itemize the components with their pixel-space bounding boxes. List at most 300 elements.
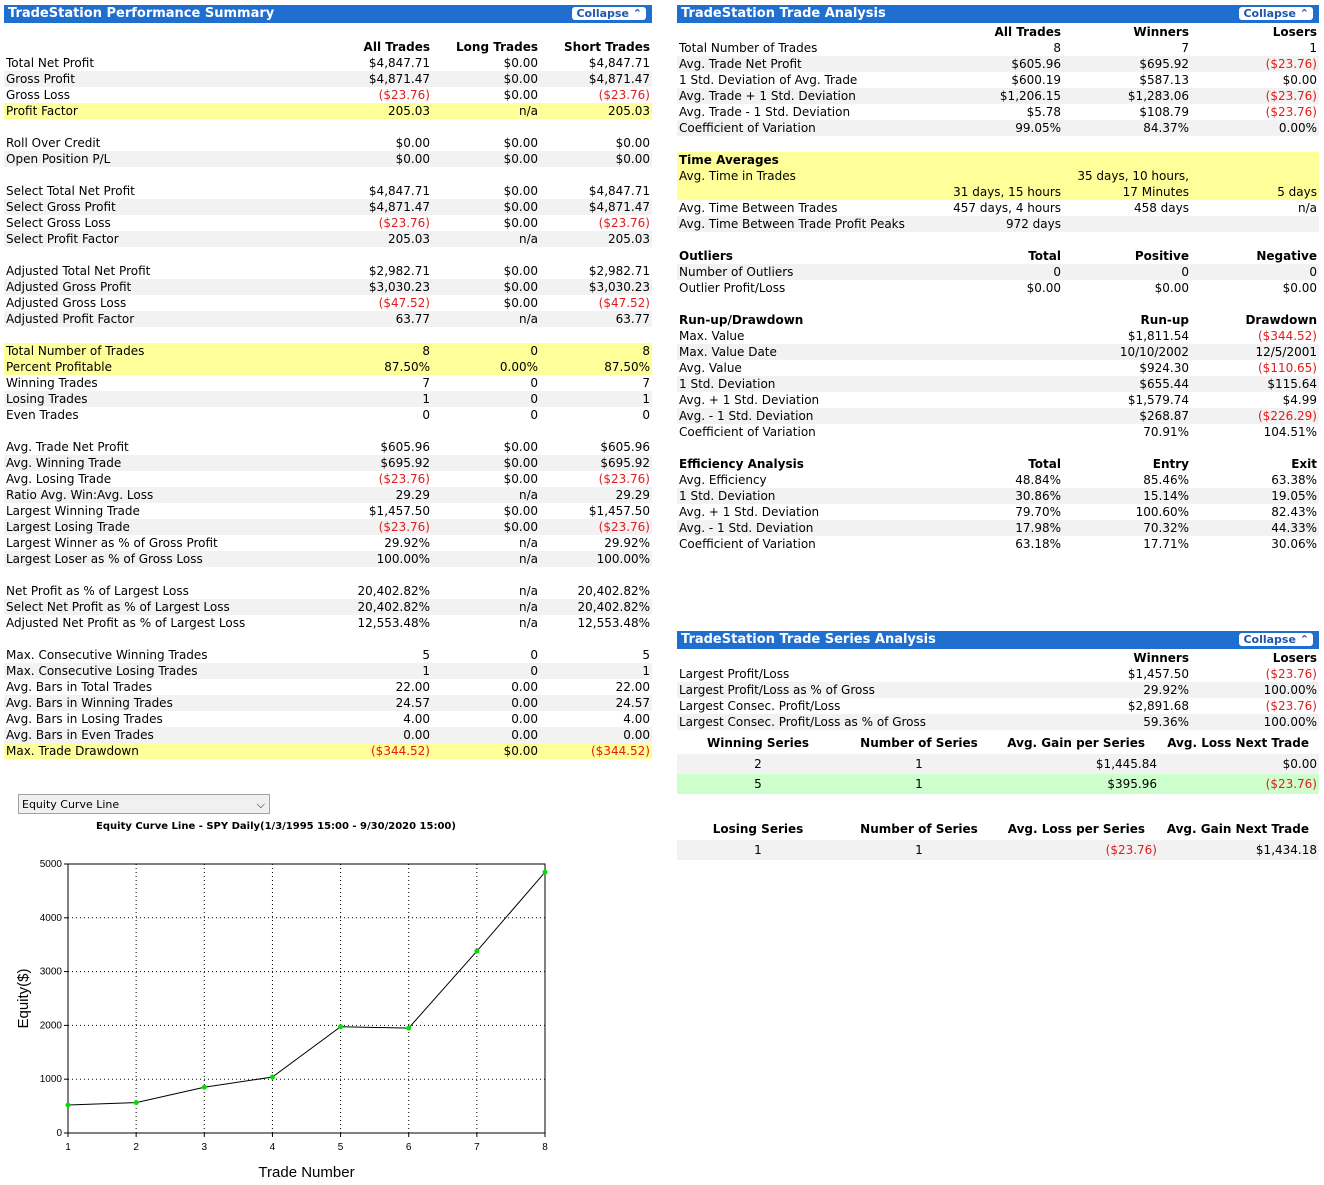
column-header: Short Trades — [563, 40, 650, 54]
cell-value: 0.00% — [499, 360, 538, 374]
cell-value: $2,891.68 — [1127, 699, 1189, 713]
table-row — [4, 87, 652, 103]
cell-value: ($23.76) — [378, 520, 430, 534]
spacer — [4, 167, 652, 183]
cell-value: 0 — [1053, 265, 1061, 279]
table-row — [4, 71, 652, 87]
y-tick-label: 3000 — [39, 966, 62, 978]
y-axis-label: Equity($) — [15, 968, 32, 1029]
spacer — [4, 631, 652, 647]
cell-value: Winners — [1133, 651, 1189, 665]
cell-value: Entry — [1152, 457, 1189, 471]
table-row — [4, 583, 652, 599]
trade-series-panel — [677, 631, 1319, 860]
cell-value: 63.77 — [395, 312, 430, 326]
cell-value: $4,847.71 — [588, 184, 650, 198]
cell-value: 972 days — [1005, 217, 1061, 231]
trade-series-title: TradeStation Trade Series Analysis — [681, 632, 936, 647]
cell-value: $0.00 — [503, 440, 538, 454]
row-label: Number of Outliers — [679, 265, 794, 279]
cell-value: 100.00% — [1263, 683, 1317, 697]
table-row — [4, 135, 652, 151]
cell-value: Losers — [1272, 25, 1317, 39]
row-label: Coefficient of Variation — [679, 537, 816, 551]
collapse-button[interactable]: Collapse ⌃ — [1239, 633, 1313, 646]
table-row — [4, 727, 652, 743]
cell-value: $4,871.47 — [588, 200, 650, 214]
cell-value: $0.00 — [1026, 281, 1061, 295]
row-label: Coefficient of Variation — [679, 425, 816, 439]
cell-value: 12/5/2001 — [1255, 345, 1317, 359]
column-header: All Trades — [363, 40, 430, 54]
cell-value: 99.05% — [1015, 121, 1061, 135]
row-label: Largest Loser as % of Gross Loss — [6, 552, 203, 566]
row-label: Open Position P/L — [6, 152, 111, 166]
x-tick-label: 7 — [474, 1142, 480, 1153]
table-row — [677, 774, 1319, 794]
row-label: Outlier Profit/Loss — [679, 281, 786, 295]
cell-value: ($23.76) — [1265, 105, 1317, 119]
cell-value: $0.00 — [503, 472, 538, 486]
row-label: Select Gross Profit — [6, 200, 116, 214]
cell-value: ($344.52) — [1258, 329, 1317, 343]
cell-value: ($23.76) — [1265, 699, 1317, 713]
row-label: Avg. Value — [679, 361, 742, 375]
cell-value: 35 days, 10 hours, — [1077, 169, 1189, 183]
row-label: Total Net Profit — [6, 56, 95, 70]
cell-value: 63.77 — [615, 312, 650, 326]
column-header-row — [4, 39, 652, 55]
row-label: Avg. + 1 Std. Deviation — [679, 393, 820, 407]
table-row — [677, 312, 1319, 328]
cell-value: ($23.76) — [1265, 777, 1317, 791]
cell-value: $0.00 — [395, 136, 430, 150]
row-label: Avg. Time in Trades — [679, 169, 796, 183]
trade-series-table — [677, 650, 1319, 860]
cell-value: 0 — [422, 408, 430, 422]
cell-value: 0.00 — [511, 728, 538, 742]
cell-value: $0.00 — [503, 296, 538, 310]
row-label: 1 Std. Deviation — [679, 489, 776, 503]
performance-summary-title: TradeStation Performance Summary — [8, 6, 275, 21]
x-tick-label: 5 — [337, 1142, 344, 1153]
table-row — [677, 392, 1319, 408]
cell-value: $1,445.84 — [1095, 757, 1157, 771]
cell-value: 0 — [530, 392, 538, 406]
cell-value: $0.00 — [503, 216, 538, 230]
table-row — [4, 55, 652, 71]
row-label: Total Number of Trades — [679, 41, 818, 55]
row-label: Max. Value — [679, 329, 745, 343]
cell-value: 0.00 — [403, 728, 430, 742]
cell-value: ($47.52) — [598, 296, 650, 310]
cell-value: $1,457.50 — [368, 504, 430, 518]
row-label: Select Profit Factor — [6, 232, 119, 246]
cell-value: n/a — [518, 104, 538, 118]
cell-value: 458 days — [1133, 201, 1189, 215]
table-row — [4, 695, 652, 711]
cell-value: 20,402.82% — [357, 584, 430, 598]
table-row — [4, 471, 652, 487]
row-label: Avg. Trade Net Profit — [679, 57, 802, 71]
cell-value: $0.00 — [503, 88, 538, 102]
row-label: Select Gross Loss — [6, 216, 111, 230]
data-point — [474, 949, 479, 954]
cell-value: ($23.76) — [598, 88, 650, 102]
row-label: Largest Profit/Loss as % of Gross — [679, 683, 875, 697]
cell-value: $0.00 — [615, 152, 650, 166]
table-row — [677, 56, 1319, 72]
cell-value: 5 — [642, 648, 650, 662]
row-label: 1 Std. Deviation — [679, 377, 776, 391]
row-label: Losing Trades — [6, 392, 88, 406]
row-label: 1 Std. Deviation of Avg. Trade — [679, 73, 858, 87]
row-label: Avg. Winning Trade — [6, 456, 122, 470]
chevron-up-icon: ⌃ — [1299, 7, 1309, 20]
cell-value: 0.00 — [623, 728, 650, 742]
cell-value: 17.71% — [1143, 537, 1189, 551]
cell-value: 0 — [1309, 265, 1317, 279]
x-tick-label: 4 — [269, 1142, 276, 1153]
performance-summary-header — [4, 5, 652, 23]
section-title-row — [677, 152, 1319, 168]
cell-value: 0.00 — [511, 712, 538, 726]
cell-value: ($23.76) — [378, 216, 430, 230]
row-label: Adjusted Total Net Profit — [6, 264, 151, 278]
table-row — [4, 103, 652, 119]
cell-value: n/a — [518, 600, 538, 614]
cell-value: $268.87 — [1139, 409, 1189, 423]
cell-value: $0.00 — [1282, 73, 1317, 87]
table-row — [677, 344, 1319, 360]
cell-value: 7 — [422, 376, 430, 390]
table-row — [4, 151, 652, 167]
row-label: Outliers — [679, 249, 733, 263]
table-row — [677, 104, 1319, 120]
cell-value: Positive — [1134, 249, 1189, 263]
cell-value: $0.00 — [503, 56, 538, 70]
table-row — [677, 200, 1319, 216]
table-row — [677, 328, 1319, 344]
cell-value: $0.00 — [503, 520, 538, 534]
cell-value: $4,871.47 — [368, 200, 430, 214]
column-header-row — [677, 24, 1319, 40]
cell-value: 70.32% — [1143, 521, 1189, 535]
cell-value: 29.29 — [395, 488, 430, 502]
row-label: Avg. Efficiency — [679, 473, 767, 487]
cell-value: 1 — [915, 757, 923, 771]
cell-value: 24.57 — [395, 696, 430, 710]
cell-value: 0 — [642, 408, 650, 422]
cell-value: $108.79 — [1139, 105, 1189, 119]
row-label: Total Number of Trades — [6, 344, 145, 358]
cell-value: $0.00 — [503, 744, 538, 758]
spacer — [4, 119, 652, 135]
table-row — [4, 711, 652, 727]
row-label: Avg. Bars in Even Trades — [6, 728, 154, 742]
table-row — [677, 650, 1319, 666]
row-label: Avg. Trade Net Profit — [6, 440, 129, 454]
cell-value: n/a — [518, 616, 538, 630]
cell-value: 100.00% — [596, 552, 650, 566]
y-tick-label: 0 — [56, 1128, 62, 1139]
cell-value: 29.92% — [1143, 683, 1189, 697]
table-row — [4, 679, 652, 695]
cell-value: $0.00 — [503, 280, 538, 294]
data-point — [543, 870, 548, 875]
cell-value: 205.03 — [608, 104, 650, 118]
spacer — [4, 327, 652, 343]
cell-value: $0.00 — [503, 456, 538, 470]
cell-value: 29.92% — [604, 536, 650, 550]
cell-value: 1 — [422, 392, 430, 406]
table-row — [4, 295, 652, 311]
table-row — [4, 359, 652, 375]
table-row — [677, 698, 1319, 714]
table-row — [4, 407, 652, 423]
row-label: Avg. Bars in Total Trades — [6, 680, 153, 694]
row-label: Profit Factor — [6, 104, 78, 118]
cell-value: ($110.65) — [1258, 361, 1317, 375]
column-header: Losing Series — [712, 822, 804, 836]
data-point — [66, 1103, 71, 1108]
spacer — [677, 440, 1319, 456]
cell-value: ($344.52) — [371, 744, 430, 758]
cell-value: 70.91% — [1143, 425, 1189, 439]
x-axis-label: Trade Number — [258, 1164, 355, 1181]
cell-value: 17.98% — [1015, 521, 1061, 535]
cell-value: 48.84% — [1015, 473, 1061, 487]
cell-value: $0.00 — [503, 184, 538, 198]
cell-value: 8 — [642, 344, 650, 358]
cell-value: ($23.76) — [1265, 667, 1317, 681]
table-row — [677, 754, 1319, 774]
row-label: Coefficient of Variation — [679, 121, 816, 135]
cell-value: 22.00 — [615, 680, 650, 694]
cell-value: 79.70% — [1015, 505, 1061, 519]
row-label: Run-up/Drawdown — [679, 313, 804, 327]
cell-value: $4,871.47 — [368, 72, 430, 86]
cell-value: n/a — [1297, 201, 1317, 215]
data-point — [202, 1085, 207, 1090]
cell-value: $587.13 — [1139, 73, 1189, 87]
cell-value: $1,283.06 — [1127, 89, 1189, 103]
cell-value: ($344.52) — [591, 744, 650, 758]
row-label: Select Net Profit as % of Largest Loss — [6, 600, 230, 614]
row-label: Avg. + 1 Std. Deviation — [679, 505, 820, 519]
cell-value: 0.00% — [1278, 121, 1317, 135]
cell-value: 0.00 — [511, 696, 538, 710]
table-row — [677, 376, 1319, 392]
cell-value: n/a — [518, 536, 538, 550]
row-label: Even Trades — [6, 408, 79, 422]
cell-value: $0.00 — [615, 136, 650, 150]
cell-value: n/a — [518, 584, 538, 598]
cell-value: ($47.52) — [378, 296, 430, 310]
cell-value: ($23.76) — [1265, 57, 1317, 71]
cell-value: ($23.76) — [378, 88, 430, 102]
row-label: Largest Winning Trade — [6, 504, 140, 518]
collapse-button[interactable]: Collapse ⌃ — [572, 7, 646, 20]
performance-summary-panel — [4, 5, 652, 759]
row-label: Largest Consec. Profit/Loss — [679, 699, 841, 713]
cell-value: 4.00 — [403, 712, 430, 726]
row-label: Avg. Trade + 1 Std. Deviation — [679, 89, 856, 103]
column-header: Long Trades — [456, 40, 538, 54]
cell-value: Losers — [1272, 651, 1317, 665]
cell-value: 100.00% — [1263, 715, 1317, 729]
x-tick-label: 3 — [201, 1142, 208, 1153]
equity-curve-chart — [0, 830, 560, 1185]
cell-value: 87.50% — [384, 360, 430, 374]
cell-value: 0 — [530, 344, 538, 358]
cell-value: $0.00 — [503, 264, 538, 278]
cell-value: 12,553.48% — [577, 616, 650, 630]
cell-value: ($23.76) — [378, 472, 430, 486]
trade-analysis-table — [677, 24, 1319, 552]
y-tick-label: 2000 — [39, 1020, 62, 1032]
cell-value: 84.37% — [1143, 121, 1189, 135]
cell-value: 20,402.82% — [577, 600, 650, 614]
row-label: Avg. Time Between Trade Profit Peaks — [679, 217, 905, 231]
y-tick-label: 5000 — [39, 859, 62, 870]
chart-title: Equity Curve Line - SPY Daily(1/3/1995 15:00 - 9/30/2020 15:00) — [96, 821, 456, 832]
table-row — [4, 663, 652, 679]
cell-value: 205.03 — [388, 104, 430, 118]
trade-series-header — [677, 631, 1319, 649]
cell-value: 12,553.48% — [357, 616, 430, 630]
cell-value: 19.05% — [1271, 489, 1317, 503]
row-label: Avg. Bars in Losing Trades — [6, 712, 163, 726]
table-row — [677, 72, 1319, 88]
data-point — [406, 1026, 411, 1031]
cell-value: $695.92 — [380, 456, 430, 470]
row-label: Net Profit as % of Largest Loss — [6, 584, 189, 598]
row-label: Avg. Losing Trade — [6, 472, 112, 486]
table-row — [4, 455, 652, 471]
cell-value: ($23.76) — [598, 216, 650, 230]
cell-value: $5.78 — [1026, 105, 1061, 119]
cell-value: 457 days, 4 hours — [953, 201, 1061, 215]
table-row — [4, 503, 652, 519]
row-label: Ratio Avg. Win:Avg. Loss — [6, 488, 154, 502]
table-row — [677, 520, 1319, 536]
cell-value: ($226.29) — [1258, 409, 1317, 423]
cell-value: 82.43% — [1271, 505, 1317, 519]
column-header: Avg. Gain Next Trade — [1166, 822, 1309, 836]
row-label: Gross Profit — [6, 72, 75, 86]
row-label: Adjusted Net Profit as % of Largest Loss — [6, 616, 246, 630]
chevron-up-icon: ⌃ — [632, 7, 642, 20]
cell-value: 87.50% — [604, 360, 650, 374]
section-title: Time Averages — [679, 153, 779, 167]
cell-value: 85.46% — [1143, 473, 1189, 487]
cell-value: $0.00 — [1282, 281, 1317, 295]
row-label: Select Total Net Profit — [6, 184, 135, 198]
cell-value: 5 — [754, 777, 762, 791]
cell-value: 10/10/2002 — [1119, 345, 1189, 359]
cell-value: n/a — [518, 232, 538, 246]
cell-value: 100.60% — [1135, 505, 1189, 519]
table-row — [677, 408, 1319, 424]
row-label: Largest Winner as % of Gross Profit — [6, 536, 218, 550]
collapse-button[interactable]: Collapse ⌃ — [1239, 7, 1313, 20]
column-header: Avg. Gain per Series — [1007, 736, 1145, 750]
row-label: Percent Profitable — [6, 360, 112, 374]
table-row — [677, 682, 1319, 698]
cell-value: $0.00 — [395, 152, 430, 166]
table-row — [677, 472, 1319, 488]
cell-value: 0 — [530, 376, 538, 390]
table-row — [677, 666, 1319, 682]
column-header: Avg. Loss Next Trade — [1167, 736, 1309, 750]
cell-value: Winners — [1133, 25, 1189, 39]
cell-value: $2,982.71 — [368, 264, 430, 278]
spacer — [4, 567, 652, 583]
table-row — [677, 264, 1319, 280]
cell-value: 1 — [642, 392, 650, 406]
row-label: Avg. - 1 Std. Deviation — [679, 521, 814, 535]
cell-value: 2 — [754, 757, 762, 771]
table-row — [677, 714, 1319, 730]
cell-value: Run-up — [1140, 313, 1189, 327]
cell-value: 15.14% — [1143, 489, 1189, 503]
cell-value: $695.92 — [1139, 57, 1189, 71]
cell-value: $3,030.23 — [368, 280, 430, 294]
cell-value: 4.00 — [623, 712, 650, 726]
table-row — [4, 519, 652, 535]
cell-value: $2,982.71 — [588, 264, 650, 278]
cell-value: $600.19 — [1011, 73, 1061, 87]
cell-value: 8 — [1053, 41, 1061, 55]
table-row — [677, 88, 1319, 104]
spacer — [677, 136, 1319, 152]
trade-analysis-title: TradeStation Trade Analysis — [681, 6, 886, 21]
plot-area — [68, 864, 545, 1133]
table-row — [4, 279, 652, 295]
cell-value: 29.29 — [615, 488, 650, 502]
cell-value: $0.00 — [503, 72, 538, 86]
table-row — [4, 535, 652, 551]
chart-type-select[interactable]: Equity Curve Line ⌵ — [18, 794, 270, 814]
row-label: Avg. Time Between Trades — [679, 201, 838, 215]
table-row — [677, 488, 1319, 504]
cell-value: 1 — [915, 777, 923, 791]
cell-value: $1,206.15 — [999, 89, 1061, 103]
table-row — [4, 647, 652, 663]
cell-value: ($23.76) — [1265, 89, 1317, 103]
cell-value: $695.92 — [600, 456, 650, 470]
table-row — [4, 311, 652, 327]
cell-value: 5 days — [1277, 185, 1317, 199]
table-row — [4, 199, 652, 215]
cell-value: $0.00 — [1154, 281, 1189, 295]
cell-value: 0 — [530, 664, 538, 678]
cell-value: $0.00 — [503, 152, 538, 166]
table-row — [677, 216, 1319, 232]
cell-value: Exit — [1291, 457, 1317, 471]
cell-value: $4.99 — [1282, 393, 1317, 407]
cell-value: 205.03 — [608, 232, 650, 246]
cell-value: $3,030.23 — [588, 280, 650, 294]
table-row — [677, 40, 1319, 56]
table-row — [4, 183, 652, 199]
row-label: Adjusted Profit Factor — [6, 312, 135, 326]
cell-value: ($23.76) — [1105, 843, 1157, 857]
table-row — [4, 615, 652, 631]
cell-value: n/a — [518, 552, 538, 566]
table-row — [4, 487, 652, 503]
